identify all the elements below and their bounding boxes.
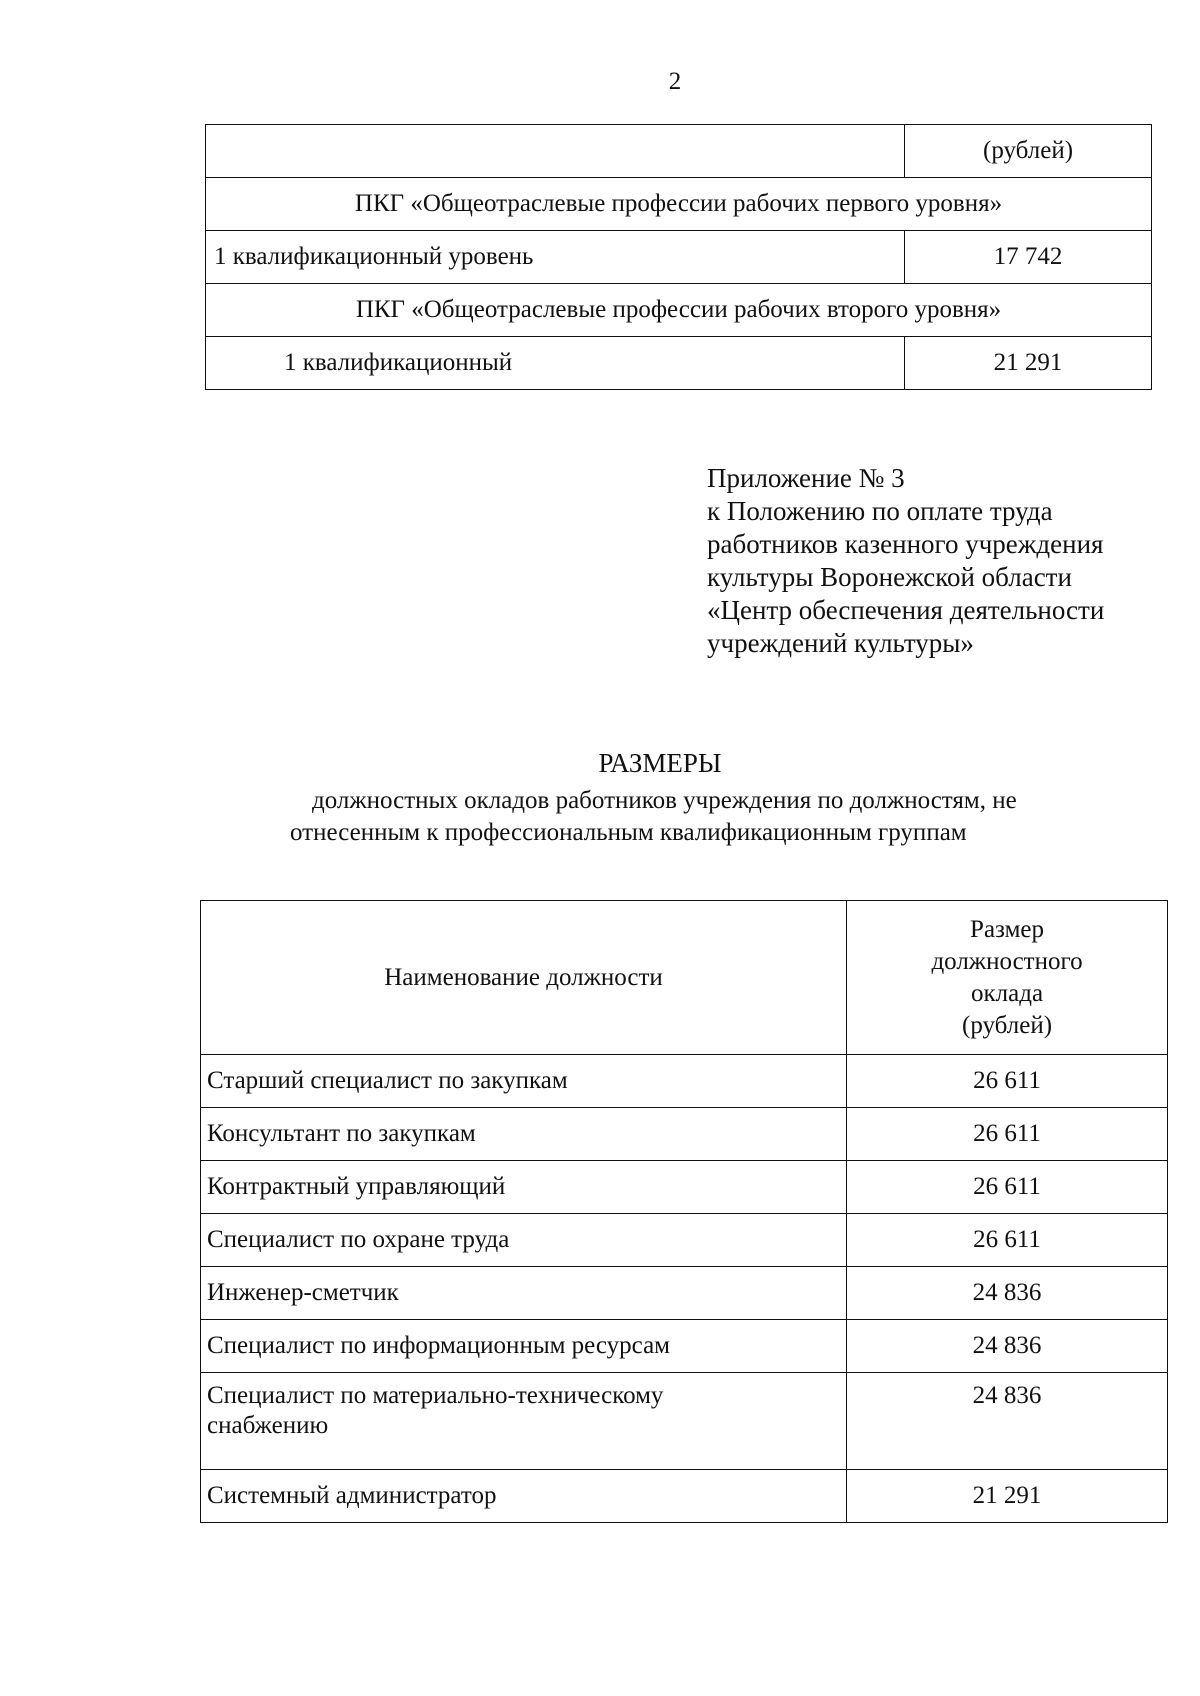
position-name: Консультант по закупкам <box>201 1108 847 1161</box>
position-name: Контрактный управляющий <box>201 1161 847 1214</box>
header-salary-line: должностного <box>931 947 1083 975</box>
appendix-line: работников казенного учреждения <box>707 529 1104 559</box>
salary-value: 24 836 <box>847 1373 1168 1470</box>
document-subtitle <box>290 785 1130 849</box>
appendix-line: учреждений культуры» <box>707 628 974 658</box>
level-name: 1 квалификационный уровень <box>206 231 905 284</box>
salary-value: 26 611 <box>847 1108 1168 1161</box>
salary-value: 21 291 <box>847 1470 1168 1523</box>
position-name: Специалист по информационным ресурсам <box>201 1320 847 1373</box>
appendix-line: к Положению по оплате труда <box>707 496 1053 526</box>
level-name: 1 квалификационный <box>206 337 905 390</box>
table-row <box>201 1320 1168 1373</box>
subtitle-line: отнесенным к профессиональным квалификационным группам <box>290 819 967 846</box>
position-name: Инженер-сметчик <box>201 1267 847 1320</box>
title-main: РАЗМЕРЫ <box>598 748 722 778</box>
header-salary-line: Размер <box>970 915 1044 943</box>
appendix-reference <box>707 462 1104 660</box>
subtitle-line: должностных окладов работников учреждения по должностям, не <box>312 787 1017 814</box>
position-name <box>201 1373 847 1470</box>
group-title: ПКГ «Общеотраслевые профессии рабочих второго уровня» <box>206 284 1152 337</box>
salary-value: 24 836 <box>847 1267 1168 1320</box>
header-position-name: Наименование должности <box>201 901 847 1055</box>
header-salary-line: оклада <box>971 979 1044 1007</box>
position-name-line: Специалист по материально-техническому <box>207 1382 664 1409</box>
table-row <box>206 178 1152 231</box>
table-row <box>201 1108 1168 1161</box>
qualification-groups-table <box>205 124 1152 390</box>
salary-value: 21 291 <box>905 337 1152 390</box>
table-row <box>201 1161 1168 1214</box>
position-name-line: снабжению <box>207 1412 329 1439</box>
table-row <box>201 1214 1168 1267</box>
table-cell <box>206 125 905 178</box>
salary-table <box>200 900 1168 1523</box>
salary-value: 26 611 <box>847 1055 1168 1108</box>
header-salary <box>847 901 1168 1055</box>
salary-value: 26 611 <box>847 1161 1168 1214</box>
position-name: Специалист по охране труда <box>201 1214 847 1267</box>
table-header-row <box>201 901 1168 1055</box>
table-row <box>201 1373 1168 1470</box>
group-title: ПКГ «Общеотраслевые профессии рабочих первого уровня» <box>206 178 1152 231</box>
document-title <box>0 748 1200 779</box>
table-row <box>201 1470 1168 1523</box>
table-row <box>206 284 1152 337</box>
salary-value: 17 742 <box>905 231 1152 284</box>
appendix-line: культуры Воронежской области <box>707 562 1072 592</box>
salary-value: 24 836 <box>847 1320 1168 1373</box>
appendix-line: Приложение № 3 <box>707 463 905 493</box>
table-row <box>201 1055 1168 1108</box>
salary-value: 26 611 <box>847 1214 1168 1267</box>
appendix-line: «Центр обеспечения деятельности <box>707 595 1105 625</box>
table-row <box>201 1267 1168 1320</box>
table-row <box>206 337 1152 390</box>
table-row <box>206 125 1152 178</box>
position-name: Старший специалист по закупкам <box>201 1055 847 1108</box>
unit-label: (рублей) <box>905 125 1152 178</box>
header-salary-line: (рублей) <box>962 1011 1053 1039</box>
position-name: Системный администратор <box>201 1470 847 1523</box>
page-number: 2 <box>668 68 682 95</box>
table-row <box>206 231 1152 284</box>
